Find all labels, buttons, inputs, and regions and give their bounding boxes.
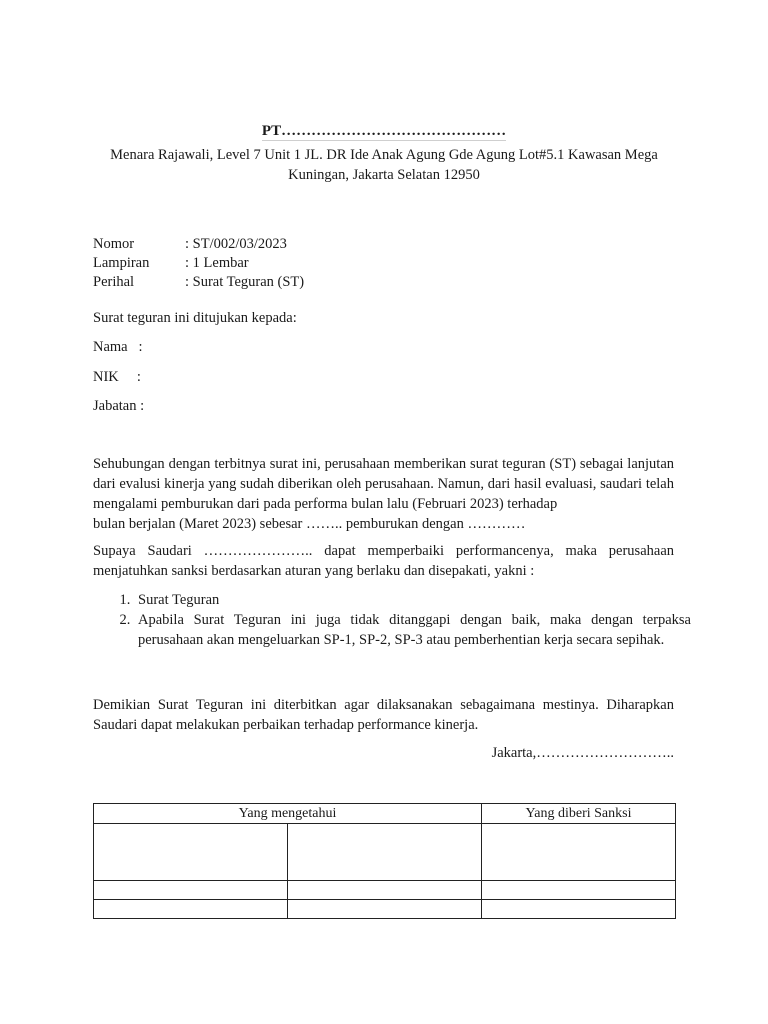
- paragraph-last-line: menjatuhkan sanksi berdasarkan aturan yang berlaku dan disepakati, yakni :: [93, 563, 535, 579]
- meta-row-perihal: [93, 273, 304, 292]
- signature-space-row: [94, 824, 676, 881]
- meta-value: : Surat Teguran (ST): [185, 274, 305, 290]
- sanction-list: [117, 590, 691, 650]
- meta-row-nomor: [93, 235, 304, 254]
- name-cell: [482, 881, 676, 900]
- signature-position-row: [94, 900, 676, 919]
- position-cell: [288, 900, 482, 919]
- header-yang-mengetahui: Yang mengetahui: [94, 804, 482, 824]
- field-nama: Nama :: [93, 339, 143, 355]
- paragraph-last-line: bulan berjalan (Maret 2023) sebesar …….. pemburukan dengan …………: [93, 516, 526, 532]
- paragraph-text: Sehubungan dengan terbitnya surat ini, perusahaan memberikan surat teguran (ST) sebagai lanjutan dari evalusi kinerja yang sudah diberikan oleh perusahaan. Namun, dari hasil evaluasi, saudari telah mengalami pemburukan dari pada performa bulan lalu (Februari 2023) terhadap: [93, 456, 674, 512]
- signature-table: [93, 803, 676, 919]
- meta-label: Perihal: [93, 274, 135, 290]
- signature-name-row: [94, 881, 676, 900]
- meta-label: Lampiran: [93, 255, 150, 271]
- name-cell: [94, 881, 288, 900]
- place-date: Jakarta,………………………..: [491, 745, 674, 761]
- field-nik: NIK :: [93, 369, 141, 385]
- company-name: [0, 123, 768, 140]
- paragraph-text: Supaya Saudari ………………….. dapat memperbaiki performancenya, maka perusahaan: [93, 543, 674, 559]
- meta-value: : 1 Lembar: [185, 255, 249, 271]
- recipient-intro: Surat teguran ini ditujukan kepada:: [93, 310, 297, 326]
- meta-label: Nomor: [93, 236, 135, 252]
- sanction-item: 1. Surat Teguran: [134, 590, 691, 610]
- position-cell: [94, 900, 288, 919]
- name-cell: [288, 881, 482, 900]
- closing-paragraph: Demikian Surat Teguran ini diterbitkan agar dilaksanakan sebagaimana mestinya. Diharapkan Saudari dapat melakukan perbaikan terhadap performance kinerja.: [93, 697, 674, 733]
- signature-cell: [94, 824, 288, 881]
- field-jabatan: Jabatan :: [93, 398, 145, 414]
- company-name-text: PT………………………………………: [261, 123, 507, 139]
- meta-row-lampiran: [93, 254, 304, 273]
- signature-cell: [288, 824, 482, 881]
- position-cell: [482, 900, 676, 919]
- letter-meta: [93, 235, 304, 292]
- sanction-item: 2. Apabila Surat Teguran ini juga tidak ditanggapi dengan baik, maka dengan terpaksa perusahaan akan mengeluarkan SP-1, SP-2, SP-3 atau pemberhentian kerja secara sepihak.: [134, 610, 691, 650]
- signature-header-row: [94, 804, 676, 824]
- paragraph-sanction-intro: [93, 541, 674, 581]
- paragraph-evaluation: [93, 454, 674, 534]
- company-address: Menara Rajawali, Level 7 Unit 1 JL. DR Ide Anak Agung Gde Agung Lot#5.1 Kawasan Mega Kuningan, Jakarta Selatan 12950: [110, 147, 658, 183]
- signature-cell: [482, 824, 676, 881]
- meta-value: : ST/002/03/2023: [185, 236, 287, 252]
- header-yang-diberi-sanksi: Yang diberi Sanksi: [482, 804, 676, 824]
